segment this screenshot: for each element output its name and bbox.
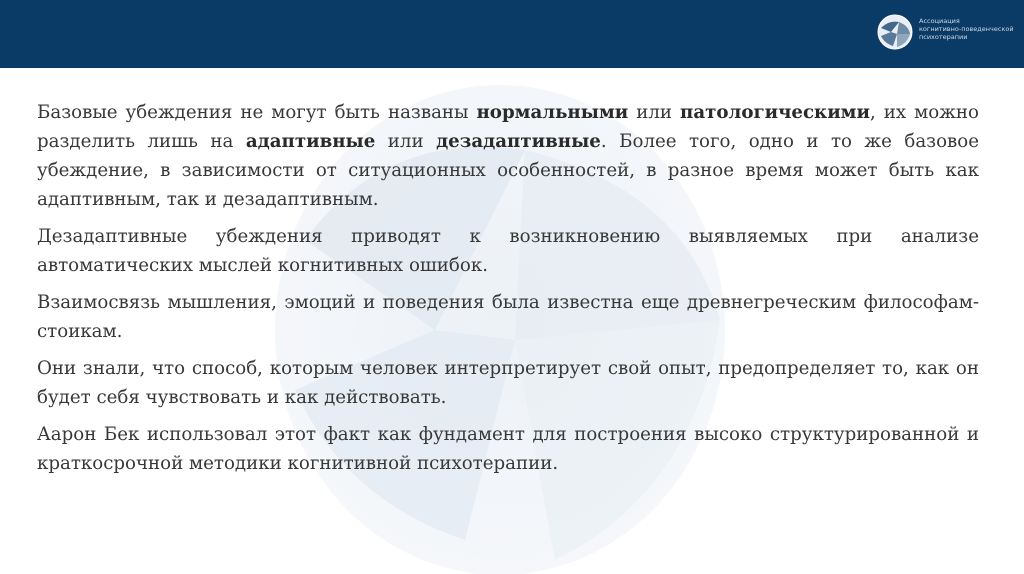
paragraph [37,222,979,280]
paragraph [37,288,979,346]
text-segment: , их можно разделить лишь на [37,102,980,152]
text-segment: Аарон Бек использовал этот факт как фундамент для построения высоко структурированной и краткосрочной методики когнитивной психотерапии. [37,424,979,474]
bold-term-adaptive: адаптивные [245,131,376,152]
text-segment: или [628,102,681,123]
logo-caption [919,17,1017,41]
text-segment: Дезадаптивные убеждения приводят к возникновению выявляемых при анализе автоматических мыслей когнитивных ошибок. [37,226,979,276]
bold-term-normal: нормальными [476,102,629,123]
text-segment: или [375,131,437,152]
globe-icon [877,14,913,50]
paragraph [37,420,979,478]
slide-body [37,98,979,486]
paragraph [37,98,979,214]
text-segment: Базовые убеждения не могут быть названы [37,102,477,123]
association-logo [877,12,1017,52]
text-segment: Они знали, что способ, которым человек интерпретирует свой опыт, предопределяет то, как он будет себя чувствовать и как действовать. [37,358,979,408]
logo-line: Ассоциация [919,17,960,25]
paragraph [37,354,979,412]
bold-term-pathological: патологическими [680,102,870,123]
text-segment: . Более того, одно и то же базовое убеждение, в зависимости от ситуационных особенностей, в разное время может быть как адаптивным, так и дезадаптивным. [37,131,979,210]
logo-line: когнитивно-поведенческой [919,25,1014,33]
header-bar [0,0,1024,68]
bold-term-maladaptive: дезадаптивные [436,131,601,152]
logo-line: психотерапии [919,33,968,41]
text-segment: Взаимосвязь мышления, эмоций и поведения была известна еще древнегреческим философам-стоикам. [37,292,979,342]
